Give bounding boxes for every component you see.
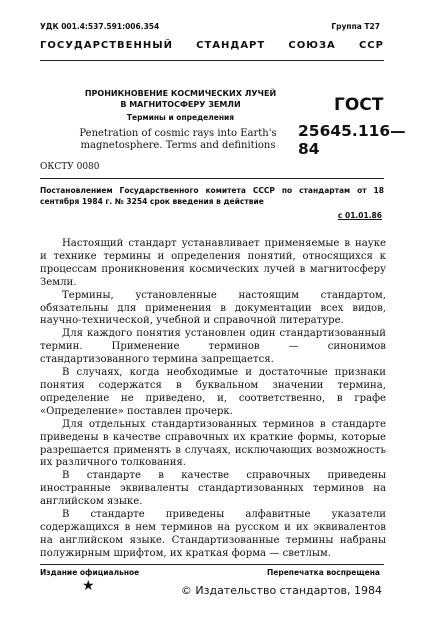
title-ru <box>78 88 283 110</box>
gost-label: ГОСТ <box>334 95 384 115</box>
header-rule <box>40 60 384 61</box>
copyright-notice: © Издательство стандартов, 1984 <box>180 584 382 597</box>
star-icon: ★ <box>82 578 95 594</box>
group-code: Группа Т27 <box>331 22 380 31</box>
body-paragraph: В стандарте в качестве справочных приведены иностранные эквиваленты стандартизованных терминов на английском языке. <box>40 470 386 508</box>
body-paragraph: В стандарте приведены алфавитные указатели содержащихся в нем терминов на русском и их эквивалентов на английском языке. Стандартизованные термины набраны полужирным шрифтом, их краткая форма — светлым. <box>40 509 386 559</box>
section-rule <box>40 178 384 179</box>
official-edition: Издание официальное <box>40 568 140 577</box>
footer-rule <box>40 564 384 565</box>
body-paragraph: Термины, установленные настоящим стандартом, обязательны для применения в документации всех видов, научно-технической, учебной и справочной литературе. <box>40 289 386 327</box>
title-en-line: magnetosphere. Terms and definitions <box>80 140 276 151</box>
body-paragraph: Для каждого понятия установлен один стандартизованный термин. Применение терминов — синонимов стандартизованного термина запрещается. <box>40 328 386 366</box>
title-en-line: Penetration of cosmic rays into Earth's <box>79 128 277 139</box>
org-word: ССР <box>358 40 384 51</box>
org-word: ГОСУДАРСТВЕННЫЙ <box>40 40 173 51</box>
body-text <box>40 238 386 561</box>
reprint-notice: Перепечатка воспрещена <box>266 568 380 577</box>
org-name <box>40 40 384 51</box>
org-word: СТАНДАРТ <box>196 40 266 51</box>
title-ru-line: ПРОНИКНОВЕНИЕ КОСМИЧЕСКИХ ЛУЧЕЙ <box>84 89 277 98</box>
effective-date: с 01.01.86 <box>337 211 382 220</box>
decree-text: Постановлением Государственного комитета СССР по стандартам от 18 сентября 1984 г. № 3254 срок введения в действие <box>40 186 384 206</box>
title-en <box>62 128 294 152</box>
subtitle-ru: Термины и определения <box>126 113 235 122</box>
gost-number: 25645.116—84 <box>298 122 406 158</box>
body-paragraph: Для отдельных стандартизованных терминов в стандарте приведены в качестве справочных их краткие формы, которые разрешается применять в случаях, исключающих возможность их различного толкования. <box>40 418 386 469</box>
title-ru-line: В МАГНИТОСФЕРУ ЗЕМЛИ <box>120 100 241 109</box>
body-paragraph: Настоящий стандарт устанавливает применяемые в науке и технике термины и определения понятий, относящихся к процессам проникновения космических лучей в магнитосферу Земли. <box>40 238 386 288</box>
org-word: СОЮЗА <box>288 40 336 51</box>
body-paragraph: В случаях, когда необходимые и достаточные признаки понятия содержатся в буквальном значении термина, определение не приведено, и, соответственно, в графе «Определение» поставлен прочерк. <box>40 367 386 417</box>
oksty-code: ОКСТУ 0080 <box>40 162 100 172</box>
udk-code: УДК 001.4:537.591:006.354 <box>40 22 160 31</box>
